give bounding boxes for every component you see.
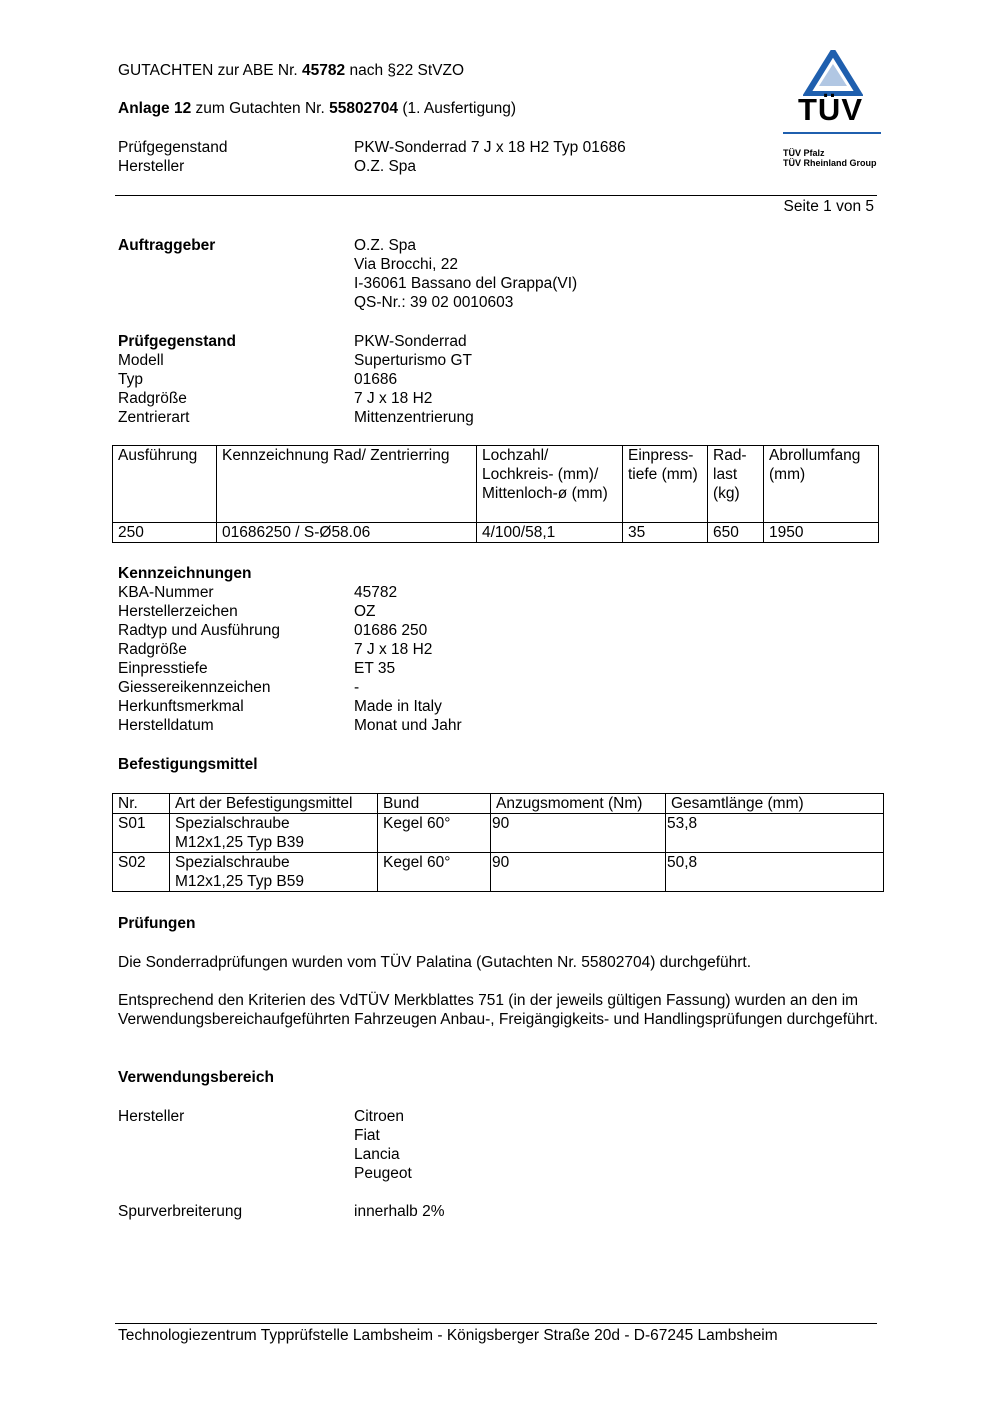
radgroesse-value: 7 J x 18 H2 [354,390,433,407]
radgroesse-label: Radgröße [118,390,187,407]
wheel-spec-table [112,445,879,543]
logo-rule [783,132,881,134]
spurverbreiterung-label: Spurverbreiterung [118,1203,243,1220]
pruefgegenstand-label: Prüfgegenstand [118,333,236,350]
table-cell: Kegel 60° [378,814,491,853]
header-value-pruefgegenstand: PKW-Sonderrad 7 J x 18 H2 Typ 01686 [354,139,626,156]
col-header: Nr. [113,794,170,814]
table-cell: 35 [623,523,708,543]
footer-divider [115,1323,877,1324]
table-cell: Kegel 60° [378,853,491,892]
address-line: O.Z. Spa [354,237,417,254]
marking-value: - [354,679,360,696]
marking-value: 01686 250 [354,622,428,639]
report-title: GUTACHTEN zur ABE Nr. 45782 nach §22 StVZO [118,62,465,79]
marking-value: Monat und Jahr [354,717,462,734]
tuev-logo-text: TÜV [798,92,863,127]
table-cell: 53,8 [666,814,884,853]
col-header: Lochzahl/ Lochkreis- (mm)/ Mittenloch-ø (mm) [477,446,623,523]
header-value-hersteller: O.Z. Spa [354,158,417,175]
fastener-table [112,793,884,892]
table-cell: 4/100/58,1 [477,523,623,543]
list-item: Fiat [354,1127,380,1144]
marking-label: Radtyp und Ausführung [118,622,281,639]
kennzeichnungen-title: Kennzeichnungen [118,565,252,582]
logo-sub2: TÜV Rheinland Group [783,158,877,168]
typ-label: Typ [118,371,143,388]
marking-label: Herkunftsmerkmal [118,698,244,715]
marking-value: 7 J x 18 H2 [354,641,433,658]
col-header: Gesamtlänge (mm) [666,794,884,814]
zentrierart-label: Zentrierart [118,409,190,426]
table-cell [170,853,378,892]
table-cell [170,814,378,853]
marking-label: Giessereikennzeichen [118,679,271,696]
table-cell: S01 [113,814,170,853]
col-header: Einpress-tiefe (mm) [623,446,708,523]
modell-label: Modell [118,352,164,369]
kennzeichnungen-labels [118,583,280,735]
marking-value: 45782 [354,584,398,601]
tuev-logo [780,50,892,175]
page-number: Seite 1 von 5 [783,198,874,215]
zentrierart-value: Mittenzentrierung [354,409,474,426]
table-cell: 1950 [764,523,879,543]
kennzeichnungen-values [354,583,462,735]
table-row [113,853,884,892]
fastener-type: Spezialschraube [175,815,290,832]
pruefgegenstand-value: PKW-Sonderrad [354,333,467,350]
verwendung-title: Verwendungsbereich [118,1069,274,1086]
table-cell: 01686250 / S-Ø58.06 [217,523,477,543]
list-item: Peugeot [354,1165,412,1182]
list-item: Citroen [354,1108,404,1125]
address-line: Via Brocchi, 22 [354,256,458,273]
table-cell: 250 [113,523,217,543]
spurverbreiterung-value: innerhalb 2% [354,1203,445,1220]
table-header-row [113,446,879,523]
marking-label: Einpresstiefe [118,660,208,677]
marking-label: Radgröße [118,641,187,658]
col-header: Ausführung [113,446,217,523]
pruefungen-paragraph-1: Die Sonderradprüfungen wurden vom TÜV Palatina (Gutachten Nr. 55802704) durchgeführt. [118,954,752,971]
hersteller-list [354,1107,412,1183]
befestigung-title: Befestigungsmittel [118,756,258,773]
col-header: Art der Befestigungsmittel [170,794,378,814]
col-header: Abrollumfang (mm) [764,446,879,523]
marking-value: Made in Italy [354,698,442,715]
annex-title: Anlage 12 zum Gutachten Nr. 55802704 (1. Ausfertigung) [118,100,517,117]
table-row [113,814,884,853]
pruefgegenstand-values [354,332,474,427]
header-label-pruefgegenstand: Prüfgegenstand [118,139,228,156]
table-cell: 90 [491,814,666,853]
pruefungen-title: Prüfungen [118,915,196,932]
marking-label: KBA-Nummer [118,584,214,601]
modell-value: Superturismo GT [354,352,473,369]
table-cell: 650 [708,523,764,543]
typ-value: 01686 [354,371,398,388]
header-label-hersteller: Hersteller [118,158,185,175]
fastener-spec: M12x1,25 Typ B59 [175,873,304,890]
marking-label: Herstellerzeichen [118,603,238,620]
col-header: Kennzeichnung Rad/ Zentrierring [217,446,477,523]
col-header: Anzugsmoment (Nm) [491,794,666,814]
table-header-row [113,794,884,814]
address-line: QS-Nr.: 39 02 0010603 [354,294,514,311]
table-cell: 50,8 [666,853,884,892]
marking-label: Herstelldatum [118,717,214,734]
pruefungen-paragraph-2: Entsprechend den Kriterien des VdTÜV Merkblattes 751 (in der jeweils gültigen Fassung) wurden an den im Verwendungsbereichaufgeführten Fahrzeugen Anbau-, Freigängigkeits- und Handlingsprüfungen durchgeführt. [118,992,879,1028]
tuev-triangle-icon [803,50,863,96]
col-header: Rad-last (kg) [708,446,764,523]
table-row [113,523,879,543]
address-line: I-36061 Bassano del Grappa(VI) [354,275,578,292]
fastener-spec: M12x1,25 Typ B39 [175,834,304,851]
table-cell: 90 [491,853,666,892]
fastener-type: Spezialschraube [175,854,290,871]
list-item: Lancia [354,1146,400,1163]
logo-sub1: TÜV Pfalz [783,148,825,158]
marking-value: ET 35 [354,660,396,677]
pruefgegenstand-labels [118,332,236,427]
auftraggeber-address [354,236,577,312]
marking-value: OZ [354,603,376,620]
col-header: Bund [378,794,491,814]
auftraggeber-label: Auftraggeber [118,237,216,254]
footer-text: Technologiezentrum Typprüfstelle Lambsheim - Königsberger Straße 20d - D-67245 Lambsheim [118,1327,778,1344]
table-cell: S02 [113,853,170,892]
hersteller-label: Hersteller [118,1108,185,1125]
header-divider [115,195,877,196]
